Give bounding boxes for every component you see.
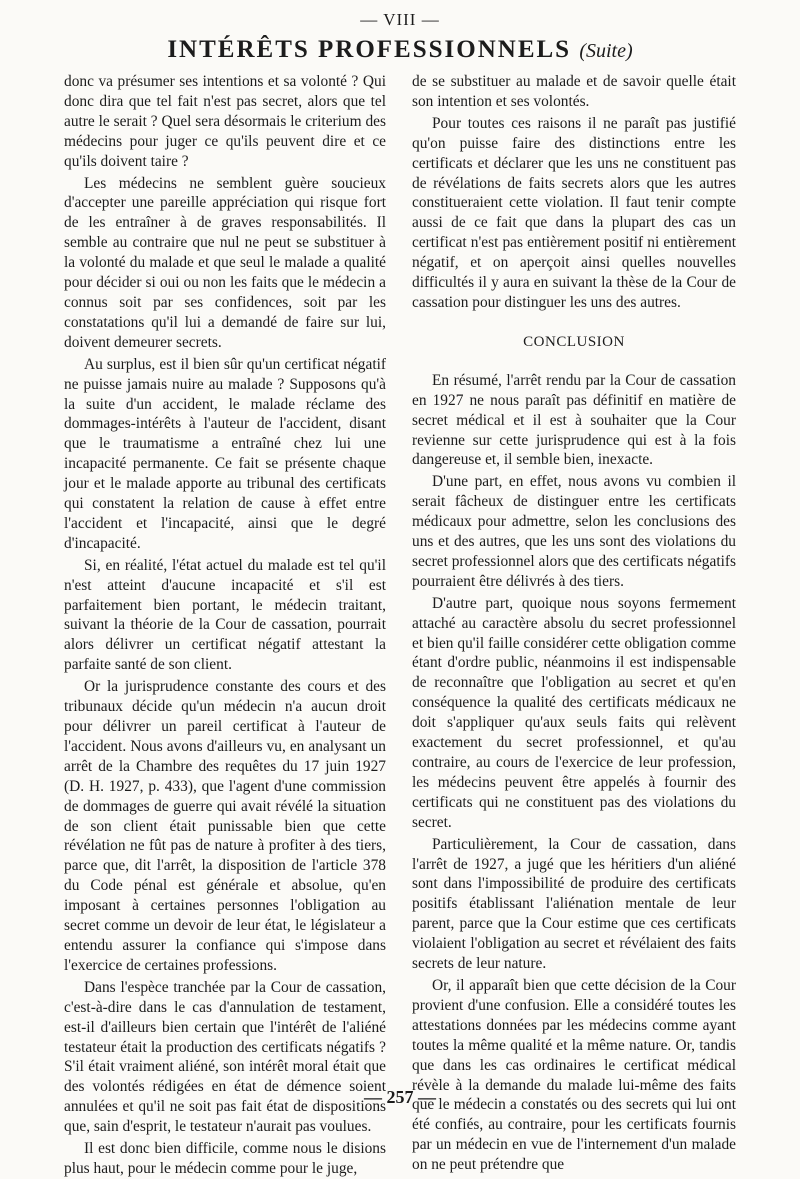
paragraph: donc va présumer ses intentions et sa volonté ? Qui donc dira que tel fait n'est pas secret, alors que tel autre le serait ? Quel sera désormais le criterium des médecins pour juger ce qu'ils peuvent dire et ce qu'ils doivent taire ? [64,73,386,170]
paragraph: En résumé, l'arrêt rendu par la Cour de cassation en 1927 ne nous paraît pas définitif en matière de secret médical et il est à souhaiter que la Cour revienne sur cette jurisprudence qui est à la fois dangereuse et, il semble bien, inexacte. [412,371,736,469]
left-column [64,72,386,1179]
paragraph: de se substituer au malade et de savoir quelle était son intention et ses volontés. [412,73,736,110]
paragraph: D'autre part, quoique nous soyons fermement attaché au caractère absolu du secret professionnel et bien qu'il faille considérer cette obligation comme étant d'ordre public, néanmoins il est indispensable de reconnaître que l'obligation au secret et qu'en conséquence la qualité des certificats médicaux ne doit s'appliquer qu'aux seuls faits qui relèvent exactement du secret professionnel, et qu'au contraire, au cours de l'exercice de leur profession, les médecins peuvent être appelés à fournir des certificats qui ne constituent pas des violations du secret. [412,594,736,831]
paragraph: D'une part, en effet, nous avons vu combien il serait fâcheux de distinguer entre les certificats médicaux pour admettre, selon les conclusions des uns et des autres, que les uns sont des violations du secret professionnel alors que des certificats négatifs pourraient être délivrés à des tiers. [412,473,736,590]
paragraph: Particulièrement, la Cour de cassation, dans l'arrêt de 1927, a jugé que les héritiers d'un aliéné sont dans l'impossibilité de produire des certificats positifs établissant l'aliénation mentale de leur parent, parce que la Cour estime que ces certificats violaient l'obligation au secret et révélaient des faits secrets de leur nature. [412,835,736,973]
paragraph: Au surplus, est il bien sûr qu'un certificat négatif ne puisse jamais nuire au malade ? Supposons qu'à la suite d'un accident, le malade réclame des dommages-intérêts à l'auteur de l'accident, disant que le traumatisme a entraîné chez lui une incapacité permanente. Ce fait se présente chaque jour et le malade apporte au tribunal des certificats qui constatent la relation de cause à effet entre l'accident et l'incapacité, ainsi que le degré d'incapacité. [64,355,386,552]
page-roman-numeral: — VIII — [360,10,440,29]
paragraph: Or la jurisprudence constante des cours et des tribunaux décide qu'un médecin n'a aucun droit pour délivrer un pareil certificat à l'auteur de l'accident. Nous avons d'ailleurs vu, en analysant un arrêt de la Chambre des requêtes du 17 juin 1927 (D. H. 1927, p. 433), que l'agent d'une commission de dommages de guerre qui avait révélé la situation de son client était punissable bien que cette révélation ne fût pas de nature à profiter à des tiers, parce que, dit l'arrêt, la disposition de l'article 378 du Code pénal est générale et absolue, qu'en imposant à certaines personnes l'obligation au secret comme un devoir de leur état, le législateur a entendu assurer la confiance qui s'impose dans l'exercice de certaines professions. [64,678,386,974]
paragraph: Il est donc bien difficile, comme nous le disions plus haut, pour le médecin comme pour le juge, [64,1140,386,1177]
right-column [412,72,736,1175]
conclusion-heading: CONCLUSION [523,333,625,350]
header-suite: (Suite) [579,40,633,62]
header-title: INTÉRÊTS PROFESSIONNELS [167,36,572,63]
page-number: — 257 — [364,1087,436,1107]
paragraph: Si, en réalité, l'état actuel du malade est tel qu'il n'est atteint d'aucune incapacité et s'il est parfaitement bien portant, le médecin traitant, suivant la théorie de la Cour de cassation, pourrait alors délivrer un certificat négatif attestant la parfaite santé de son client. [64,556,386,674]
paragraph: Pour toutes ces raisons il ne paraît pas justifié qu'on puisse faire des distinctions entre les certificats et déclarer que les uns ne constituent pas de révélations de faits secrets alors que les autres constitueraient cette violation. Il faut tenir compte aussi de ce fait que dans la plupart des cas un certificat n'est pas entièrement positif ni entièrement négatif, et on aperçoit ainsi quelles nouvelles difficultés il y aura en suivant la thèse de la Cour de cassation pour distinguer les uns des autres. [412,114,736,311]
paragraph: Dans l'espèce tranchée par la Cour de cassation, c'est-à-dire dans le cas d'annulation de testament, est-il d'ailleurs bien certain que l'intérêt de l'aliéné testateur était la production des certificats négatifs ? S'il était vraiment aliéné, son intérêt moral était que des volontés rédigées en état de démence soient annulées et qu'il ne soit pas fait état de dispositions que, sain d'esprit, le testateur n'aurait pas voulues. [64,978,386,1136]
paragraph: Les médecins ne semblent guère soucieux d'accepter une pareille appréciation qui risque fort de les entraîner à de graves responsabilités. Il semble au contraire que nul ne peut se substituer à la volonté du malade et que seul le malade a qualité pour décider si oui ou non les faits que le médecin a connus soit par ses confidences, soit par les constatations qu'il lui a demandé de faire sur lui, doivent demeurer secrets. [64,174,386,351]
section-header [0,36,800,64]
paragraph: Or, il apparaît bien que cette décision de la Cour provient d'une confusion. Elle a considéré toutes les attestations données par les médecins comme ayant toutes la même qualité et la même nature. Or, tandis que dans les cas ordinaires le certificat médical révèle à la demande du malade lui-même des faits que le médecin a constatés ou des secrets qui lui ont été confiés, au contraire, pour les certificats fournis par un médecin en vue de l'internement d'un malade on ne peut prétendre que [412,976,736,1174]
